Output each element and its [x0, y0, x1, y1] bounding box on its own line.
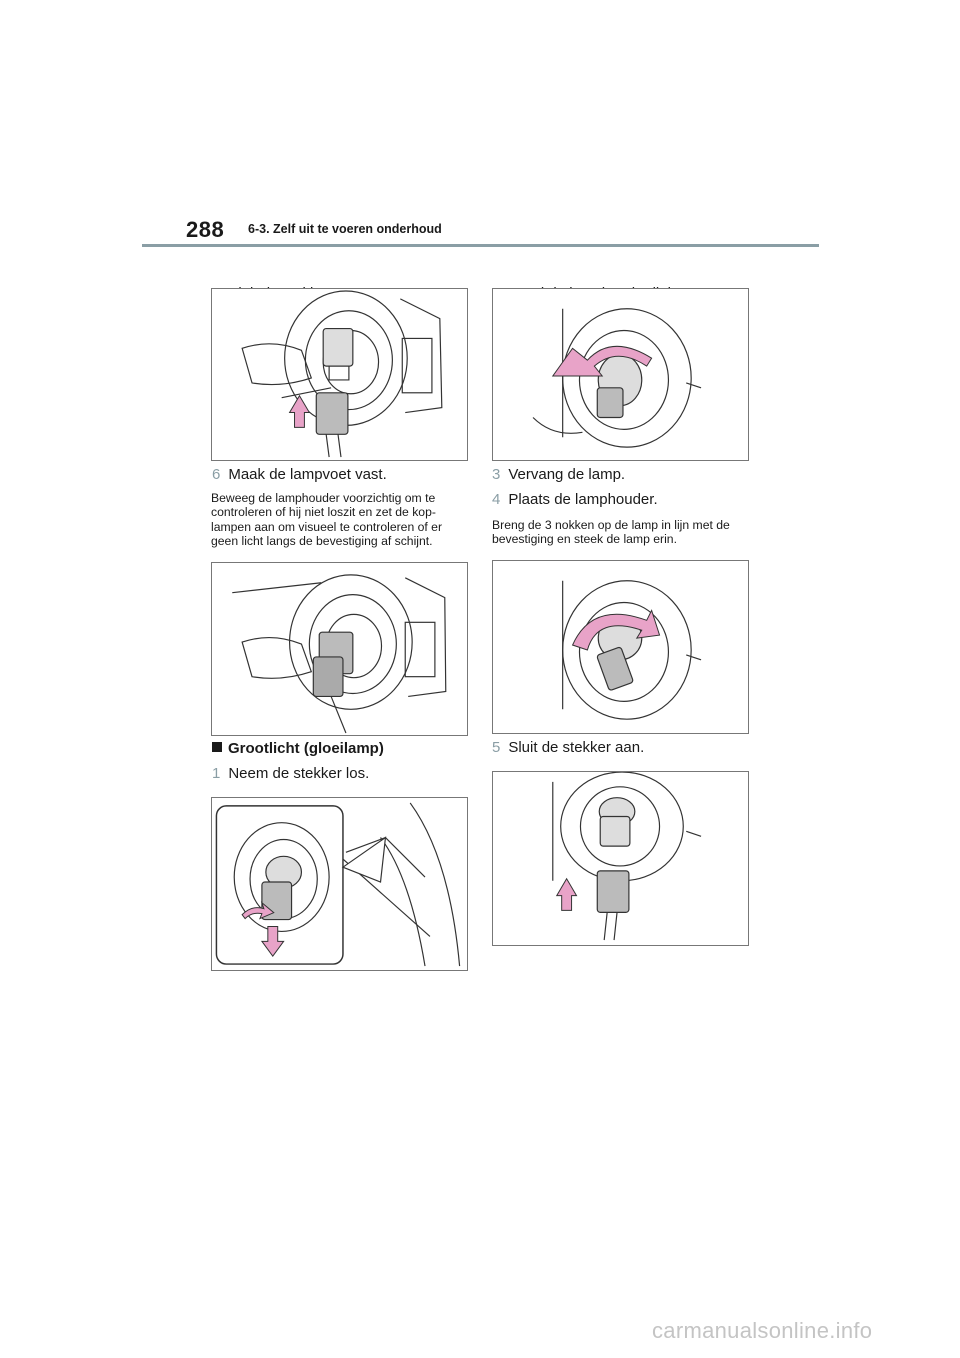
step-text: Neem de stekker los. [228, 765, 370, 782]
step-4-right [492, 491, 658, 508]
watermark: carmanualsonline.info [652, 1318, 873, 1343]
step-number: 1 [212, 765, 221, 782]
figure-insert-holder [492, 560, 749, 734]
figure-disconnect-plug [211, 797, 468, 971]
step-5-right [492, 739, 644, 756]
illustration-disconnect-plug [212, 798, 467, 970]
page-number: 288 [186, 217, 225, 242]
note-secure-holder: Beweeg de lamphouder voorzichtig om te controleren of hij niet loszit en zet de kop-lampen aan om visueel te controleren of er geen licht langs de bevestiging af schijnt. [211, 491, 443, 549]
illustration-connect-plug-highbeam [493, 772, 748, 945]
step-number: 3 [492, 466, 501, 483]
figure-fasten-lampbase [211, 562, 468, 736]
step-6-left [212, 466, 387, 483]
step-number: 4 [492, 491, 501, 508]
illustration-insert-holder [493, 561, 748, 733]
section-heading-high-beam [212, 740, 384, 757]
figure-connect-plug-highbeam [492, 771, 749, 946]
step-text: Vervang de lamp. [508, 466, 626, 483]
figure-connect-plug [211, 288, 468, 461]
illustration-fasten-lampbase [212, 563, 467, 735]
step-text: Maak de lampvoet vast. [228, 466, 387, 483]
illustration-connect-plug [212, 289, 467, 460]
step-text: Sluit de stekker aan. [508, 739, 645, 756]
section-title: 6-3. Zelf uit te voeren onderhoud [248, 222, 442, 236]
bullet-square-icon [212, 742, 222, 752]
step-number: 5 [492, 739, 501, 756]
step-number: 6 [212, 466, 221, 483]
note-align-tabs: Breng de 3 nokken op de lamp in lijn met de bevestiging en steek de lamp erin. [492, 518, 730, 547]
illustration-rotate-counterclockwise [493, 289, 748, 460]
step-1-left [212, 765, 369, 782]
figure-rotate-counterclockwise [492, 288, 749, 461]
step-3-right [492, 466, 625, 483]
header-rule [142, 244, 819, 247]
step-text: Plaats de lamphouder. [508, 491, 658, 508]
heading-text: Grootlicht (gloeilamp) [228, 740, 384, 757]
